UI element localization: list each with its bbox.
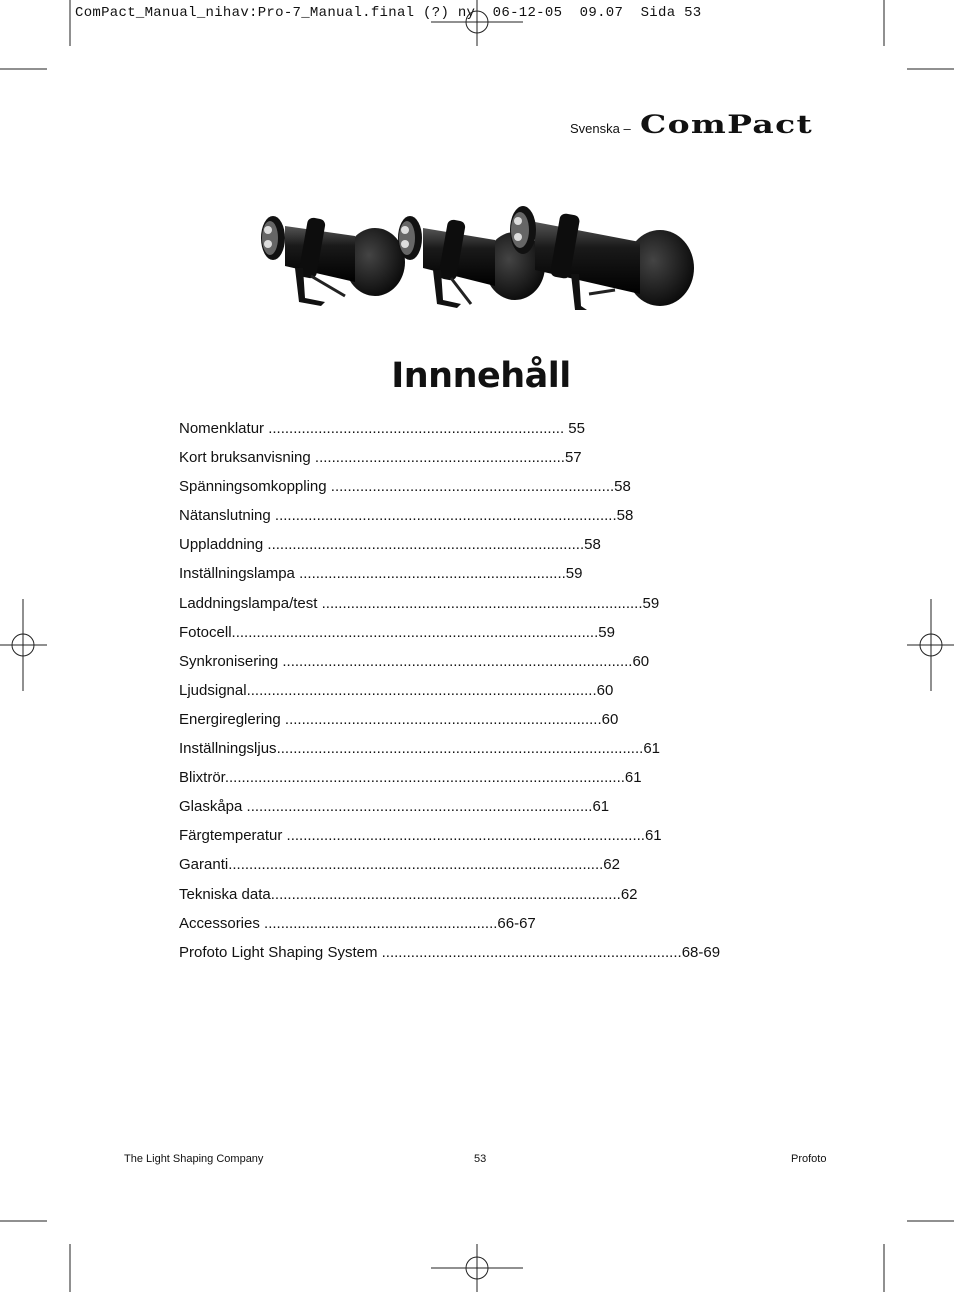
toc-leader: ........................................................................ xyxy=(377,943,682,961)
toc-leader: ................................................................ xyxy=(294,565,566,583)
toc-entry xyxy=(179,535,720,564)
toc-entry-label: Synkronisering xyxy=(179,652,279,670)
toc-leader: ................................................................................................ xyxy=(224,769,625,787)
flash-heads-icon xyxy=(255,198,700,318)
flash-head-1 xyxy=(261,216,405,306)
toc-page-number: 61 xyxy=(644,827,662,845)
toc-leader: .................................................................... xyxy=(326,478,615,496)
toc-leader: ....................................................................... xyxy=(264,420,569,437)
toc-leader: ........................................................................................ xyxy=(231,623,599,641)
toc-leader: .................................................................................... xyxy=(278,652,633,670)
toc-entry-label: Energireglering xyxy=(179,710,281,728)
toc-page-number: 58 xyxy=(614,478,631,496)
toc-entry-label: Tekniska data xyxy=(179,885,271,903)
toc-entry-label: Fotocell xyxy=(179,623,232,641)
language-label: Svenska – xyxy=(570,121,631,136)
table-of-contents xyxy=(179,419,720,972)
registration-mark-bottom xyxy=(431,1244,523,1292)
toc-entry-label: Inställningslampa xyxy=(179,565,295,583)
footer-company: The Light Shaping Company xyxy=(124,1153,264,1165)
toc-page-number: 57 xyxy=(564,449,582,467)
toc-entry-label: Spänningsomkoppling xyxy=(179,478,327,496)
toc-entry-label: Blixtrör xyxy=(179,769,225,787)
toc-entry-label: Uppladdning xyxy=(179,536,264,554)
toc-entry xyxy=(179,477,720,506)
toc-page-number: 62 xyxy=(603,856,620,874)
toc-leader: ...................................................................................... xyxy=(282,827,645,845)
brand-logo: ComPact xyxy=(640,110,814,139)
toc-entry xyxy=(179,797,720,826)
toc-leader: ............................................................ xyxy=(310,449,565,467)
toc-page-number: 59 xyxy=(565,565,583,583)
toc-entry-label: Garanti xyxy=(179,856,229,874)
toc-leader: ............................................................................ xyxy=(263,536,585,554)
toc-leader: ................................................................................... xyxy=(242,798,593,816)
toc-entry xyxy=(179,564,720,593)
toc-leader: .................................................................................... xyxy=(270,885,621,903)
toc-entry-label: Kort bruksanvisning xyxy=(179,449,311,467)
toc-leader: ............................................................................ xyxy=(280,710,602,728)
toc-page-number: 60 xyxy=(632,652,650,670)
toc-entry xyxy=(179,914,720,943)
toc-page-number: 61 xyxy=(643,740,660,758)
toc-page-number: 55 xyxy=(568,420,585,437)
toc-entry xyxy=(179,506,720,535)
toc-entry xyxy=(179,623,720,652)
toc-entry-label: Inställningsljus xyxy=(179,740,277,758)
footer-brand: Profoto xyxy=(791,1153,827,1165)
toc-entry xyxy=(179,826,720,855)
flash-head-3 xyxy=(510,206,694,310)
toc-entry-label: Accessories xyxy=(179,914,260,932)
toc-leader: .................................................................................. xyxy=(270,507,617,525)
toc-page-number: 62 xyxy=(620,885,638,903)
toc-page-number: 59 xyxy=(642,594,660,612)
toc-page-number: 61 xyxy=(624,769,642,787)
toc-entry xyxy=(179,448,720,477)
toc-entry xyxy=(179,681,720,710)
toc-entry xyxy=(179,652,720,681)
toc-entry xyxy=(179,768,720,797)
toc-entry-label: Ljudsignal xyxy=(179,681,247,699)
toc-leader: ........................................................ xyxy=(259,914,498,932)
toc-entry xyxy=(179,855,720,884)
toc-leader: .......................................................................................... xyxy=(228,856,604,874)
toc-entry-label: Nomenklatur xyxy=(179,420,265,437)
toc-page-number: 61 xyxy=(592,798,610,816)
toc-page-number: 66-67 xyxy=(497,914,536,932)
toc-entry xyxy=(179,885,720,914)
toc-entry xyxy=(179,594,720,623)
registration-mark-right xyxy=(907,599,954,691)
toc-entry xyxy=(179,419,720,448)
toc-entry xyxy=(179,943,720,972)
toc-page-number: 68-69 xyxy=(681,943,721,961)
toc-entry-label: Nätanslutning xyxy=(179,507,271,525)
footer-page-number: 53 xyxy=(474,1153,487,1165)
toc-entry-label: Laddningslampa/test xyxy=(179,594,318,612)
toc-leader: .................................................................................... xyxy=(246,681,597,699)
toc-page-number: 59 xyxy=(598,623,615,641)
toc-page-number: 58 xyxy=(584,536,601,554)
page-title: Innnehåll xyxy=(391,356,571,396)
toc-page-number: 60 xyxy=(601,710,619,728)
toc-page-number: 60 xyxy=(596,681,614,699)
toc-leader: ........................................................................................ xyxy=(276,740,644,758)
toc-entry xyxy=(179,710,720,739)
print-slug: ComPact_Manual_nihav:Pro-7_Manual.final (?) ny 06-12-05 09.07 Sida 53 xyxy=(75,5,702,21)
toc-page-number: 58 xyxy=(616,507,634,525)
toc-entry-label: Färgtemperatur xyxy=(179,827,283,845)
toc-leader: ............................................................................. xyxy=(317,594,643,612)
toc-entry-label: Profoto Light Shaping System xyxy=(179,943,378,961)
toc-entry-label: Glaskåpa xyxy=(179,798,243,816)
toc-entry xyxy=(179,739,720,768)
registration-mark-left xyxy=(0,599,47,691)
registration-mark-top xyxy=(431,0,523,46)
